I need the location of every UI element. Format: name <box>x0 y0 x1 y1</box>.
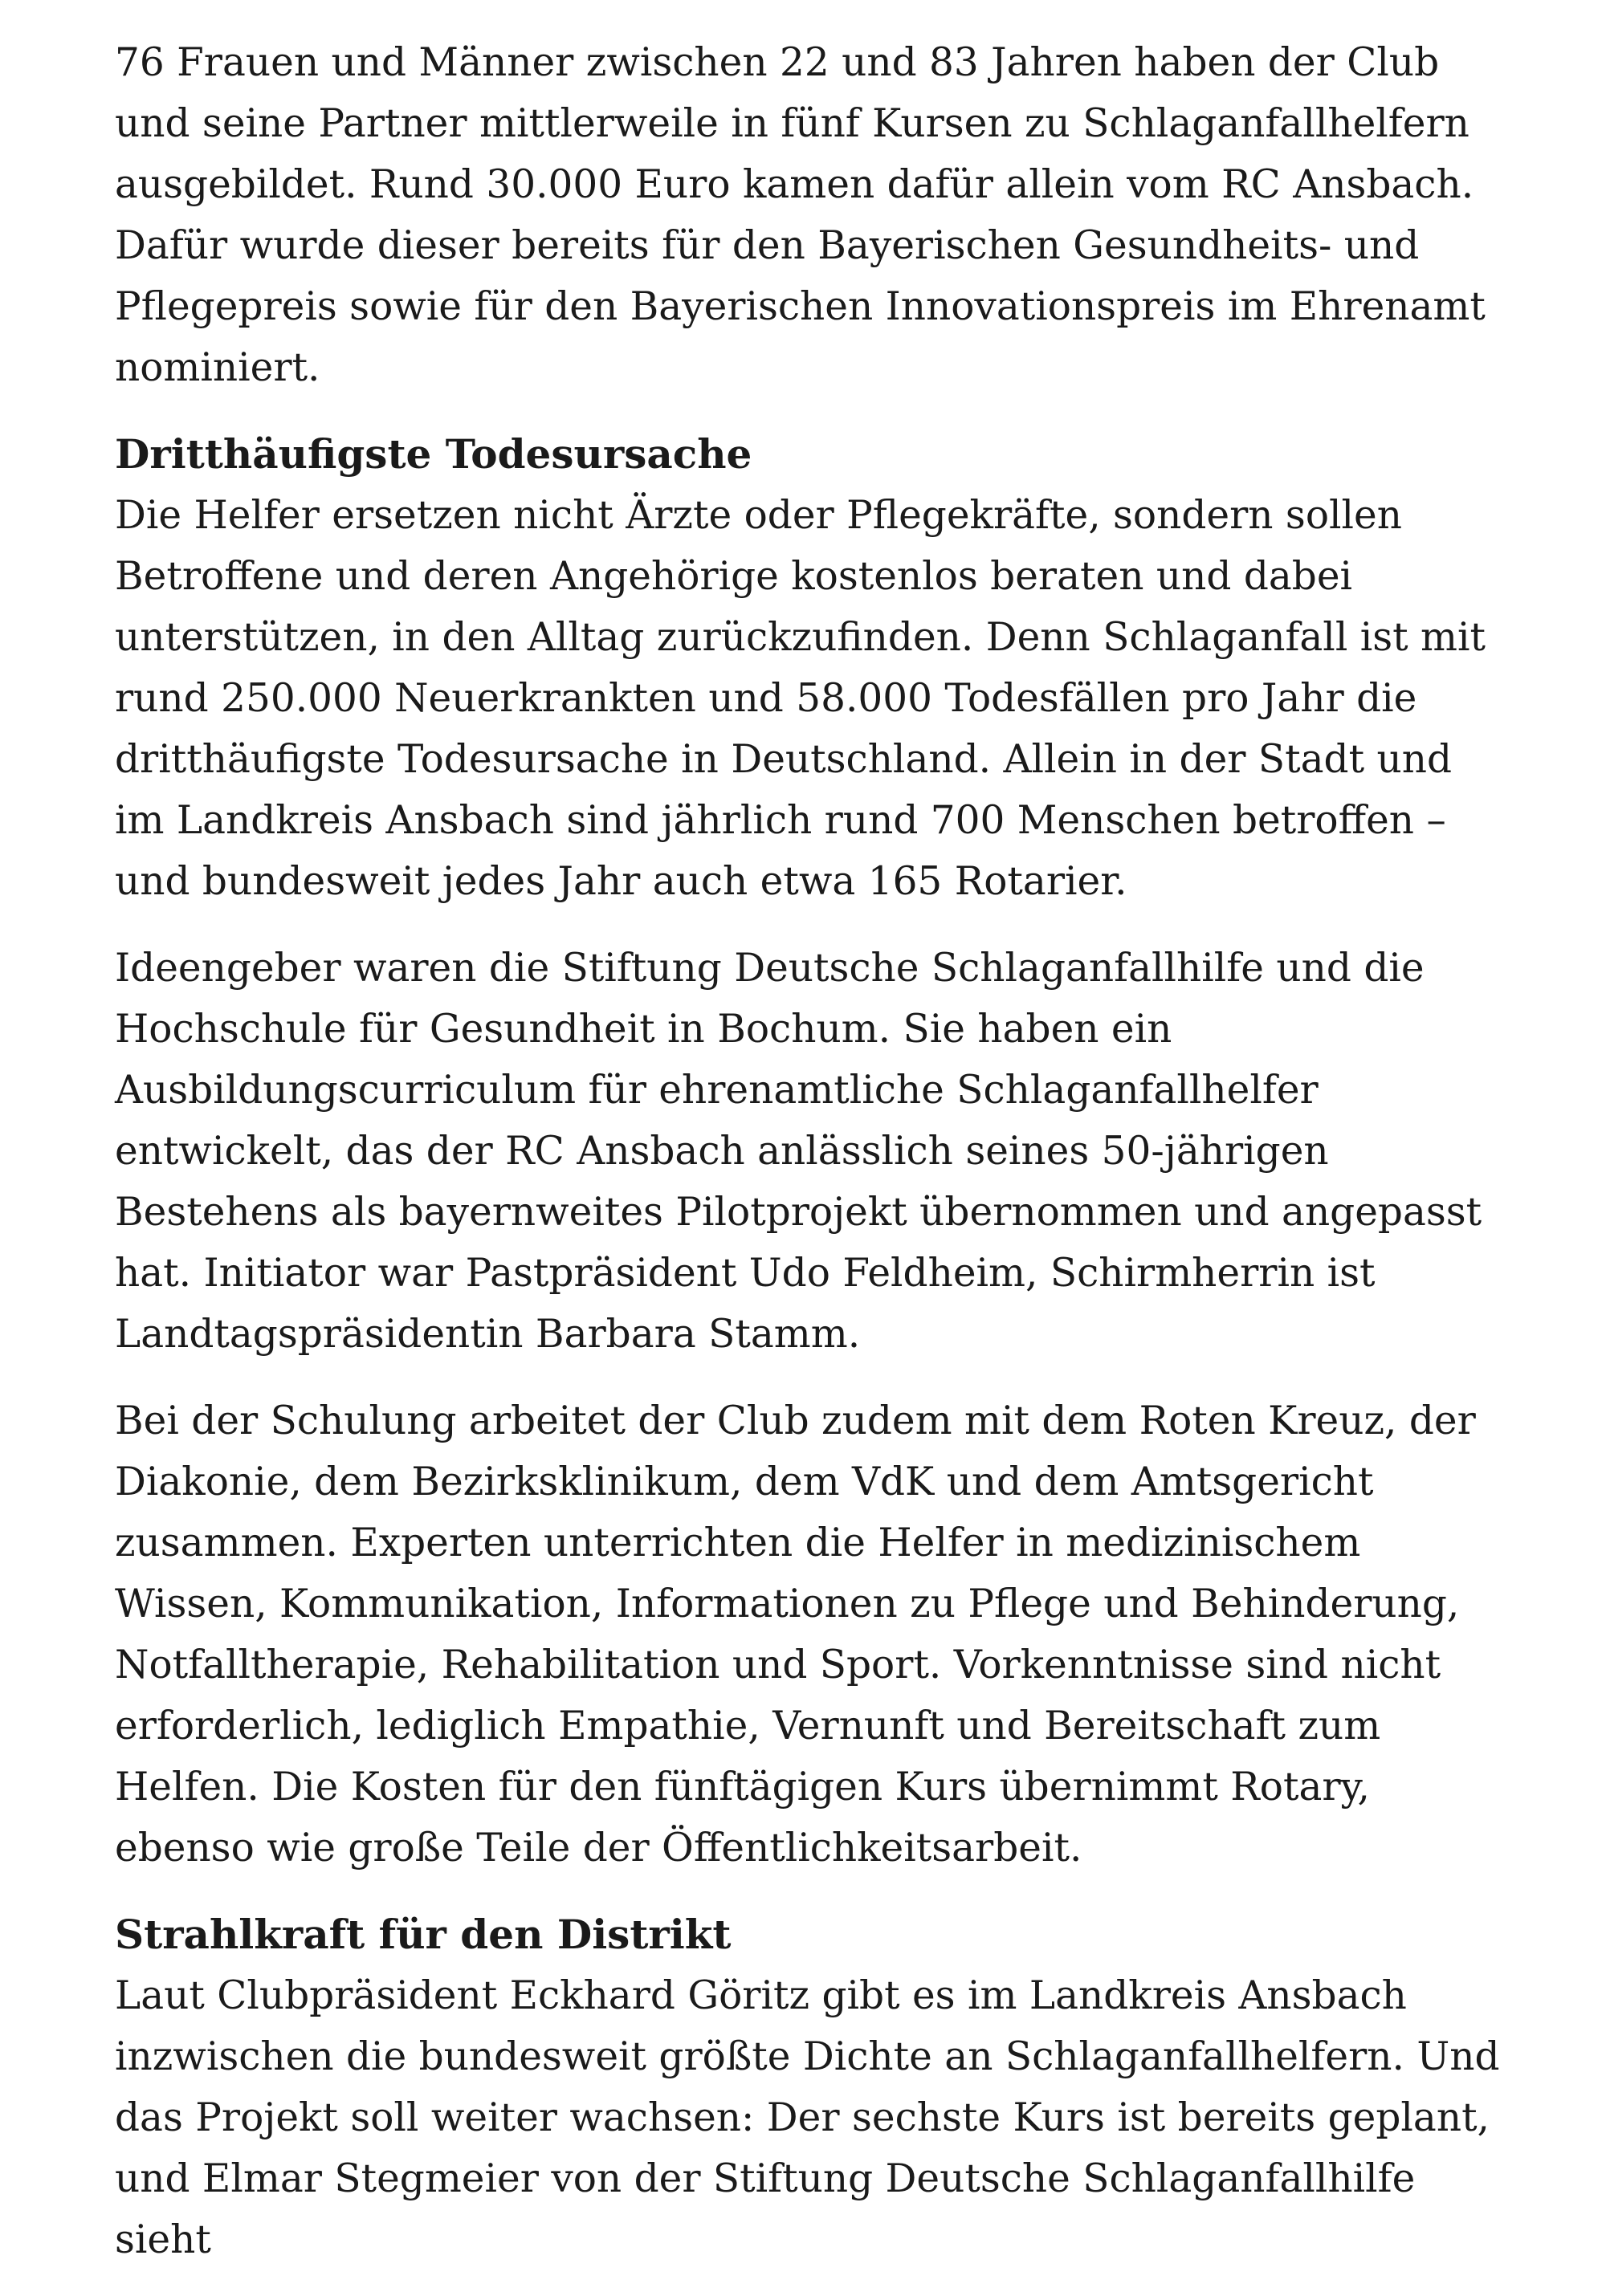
paragraph-clubpraesident: Laut Clubpräsident Eckhard Göritz gibt es im Landkreis Ansbach inzwischen die bundesweit größte Dichte an Schlaganfallhelfern. Und das Projekt soll weiter wachsen: Der sechste Kurs ist bereits geplant, und Elmar Stegmeier von der Stiftung Deutsche Schlaganfallhilfe sieht <box>115 1973 1500 2262</box>
paragraph-schulung: Bei der Schulung arbeitet der Club zudem mit dem Roten Kreuz, der Diakonie, dem Bezirksklinikum, dem VdK und dem Amtsgericht zusammen. Experten unterrichten die Helfer in medizinischem Wissen, Kommunikation, Informationen zu Pflege und Behinderung, Notfalltherapie, Rehabilitation und Sport. Vorkenntnisse sind nicht erforderlich, lediglich Empathie, Vernunft und Bereitschaft zum Helfen. Die Kosten für den fünftägigen Kurs übernimmt Rotary, ebenso wie große Teile der Öffentlichkeitsarbeit. <box>115 1398 1476 1871</box>
paragraph-helfer: Die Helfer ersetzen nicht Ärzte oder Pflegekräfte, sondern sollen Betroffene und deren Angehörige kostenlos beraten und dabei unterstützen, in den Alltag zurückzufinden. Denn Schlaganfall ist mit rund 250.000 Neuerkrankten und 58.000 Todesfällen pro Jahr die dritthäufigste Todesursache in Deutschland. Allein in der Stadt und im Landkreis Ansbach sind jährlich rund 700 Menschen betroffen – und bundesweit jedes Jahr auch etwa 165 Rotarier. <box>115 493 1486 904</box>
section-heading-todesursache: Dritthäufigste Todesursache <box>115 430 752 478</box>
article-body <box>115 32 1512 2296</box>
intro-paragraph: 76 Frauen und Männer zwischen 22 und 83 Jahren haben der Club und seine Partner mittlerweile in fünf Kursen zu Schlaganfallhelfern ausgebildet. Rund 30.000 Euro kamen dafür allein vom RC Ansbach. Dafür wurde dieser bereits für den Bayerischen Gesundheits- und Pflegepreis sowie für den Bayerischen Innovationspreis im Ehrenamt nominiert. <box>115 40 1486 390</box>
paragraph-ideengeber: Ideengeber waren die Stiftung Deutsche Schlaganfallhilfe und die Hochschule für Gesundheit in Bochum. Sie haben ein Ausbildungscurriculum für ehrenamtliche Schlaganfallhelfer entwickelt, das der RC Ansbach anlässlich seines 50-jährigen Bestehens als bayernweites Pilotprojekt übernommen und angepasst hat. Initiator war Pastpräsident Udo Feldheim, Schirmherrin ist Landtagspräsidentin Barbara Stamm. <box>115 946 1482 1357</box>
section-heading-strahlkraft: Strahlkraft für den Distrikt <box>115 1911 732 1958</box>
